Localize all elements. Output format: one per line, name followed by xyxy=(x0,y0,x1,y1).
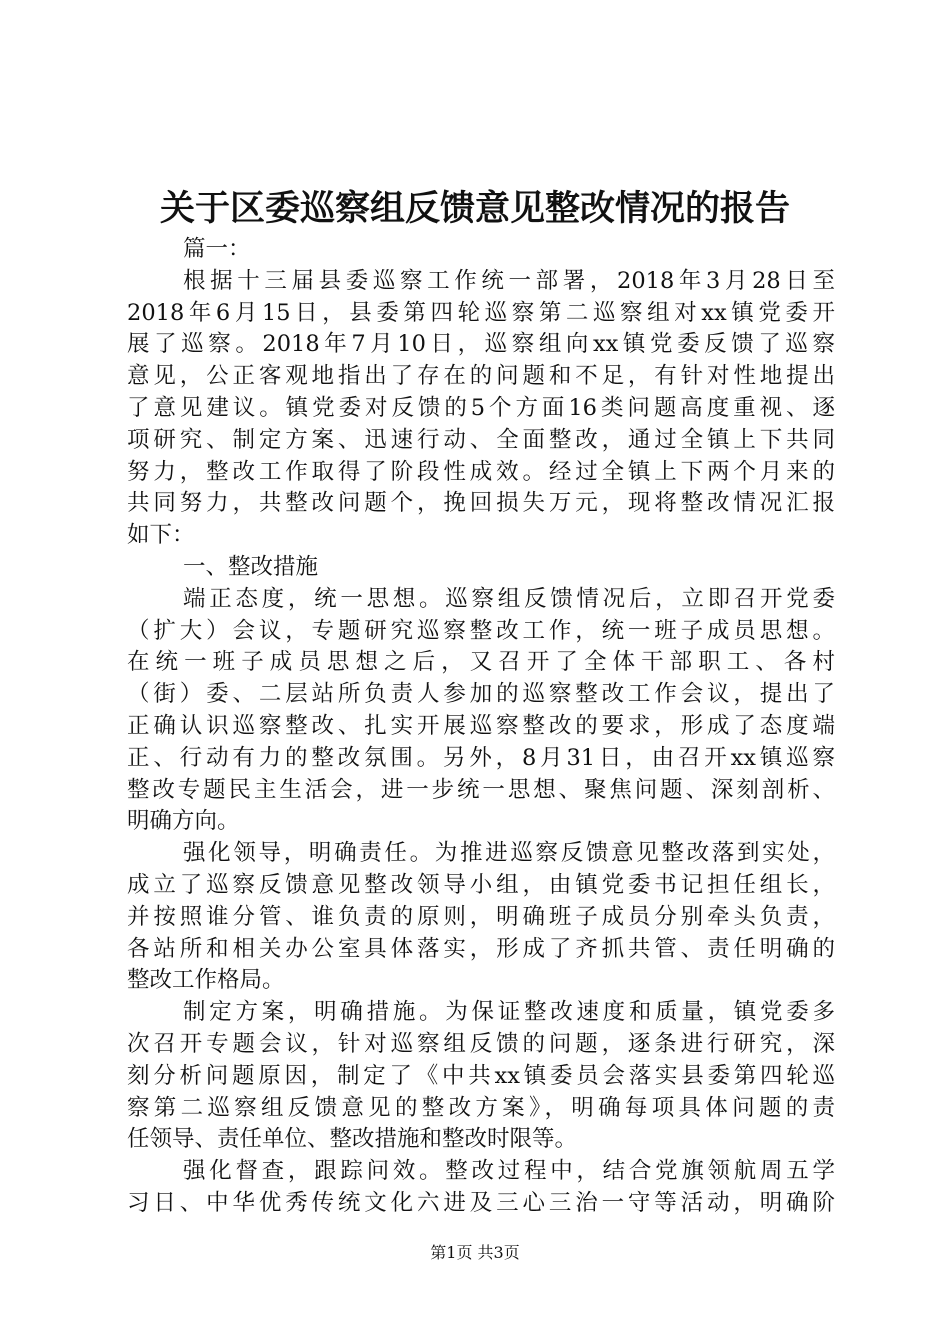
text-line: 制定方案，明确措施。为保证整改速度和质量，镇党委多 xyxy=(183,999,835,1026)
text-line: 强化督查，跟踪问效。整改过程中，结合党旗领航周五学 xyxy=(183,1158,835,1185)
text-line: 了意见建议。镇党委对反馈的5个方面16类问题高度重视、逐 xyxy=(127,394,835,421)
text-line: 意见，公正客观地指出了存在的问题和不足，有针对性地提出 xyxy=(127,363,835,390)
text-line: （街）委、二层站所负责人参加的巡察整改工作会议，提出了 xyxy=(127,681,835,708)
text-line: 察第二巡察组反馈意见的整改方案》，明确每项具体问题的责 xyxy=(127,1094,835,1121)
page-footer: 第1页 共3页 xyxy=(430,1243,520,1262)
text-line: 正确认识巡察整改、扎实开展巡察整改的要求，形成了态度端 xyxy=(127,712,835,739)
text-line: （扩大）会议，专题研究巡察整改工作，统一班子成员思想。 xyxy=(127,617,835,644)
text-line: 正、行动有力的整改氛围。另外，8月31日，由召开xx镇巡察 xyxy=(127,744,835,771)
text-line: 努力，整改工作取得了阶段性成效。经过全镇上下两个月来的 xyxy=(127,458,835,485)
text-line: 共同努力，共整改问题个，挽回损失万元，现将整改情况汇报 xyxy=(127,490,835,517)
text-line: 根据十三届县委巡察工作统一部署，2018年3月28日至 xyxy=(183,267,835,294)
text-line: 强化领导，明确责任。为推进巡察反馈意见整改落到实处， xyxy=(183,840,835,867)
text-line: 次召开专题会议，针对巡察组反馈的问题，逐条进行研究，深 xyxy=(127,1030,835,1057)
text-line: 一、整改措施 xyxy=(183,553,319,580)
text-line: 整改工作格局。 xyxy=(127,967,285,994)
text-line: 任领导、责任单位、整改措施和整改时限等。 xyxy=(127,1126,578,1153)
text-line: 篇一： xyxy=(183,236,251,262)
text-line: 如下： xyxy=(127,522,195,549)
text-line: 习日、中华优秀传统文化六进及三心三治一守等活动，明确阶 xyxy=(127,1189,835,1216)
text-line: 在统一班子成员思想之后，又召开了全体干部职工、各村 xyxy=(127,649,835,676)
text-line: 项研究、制定方案、迅速行动、全面整改，通过全镇上下共同 xyxy=(127,426,835,453)
text-line: 成立了巡察反馈意见整改领导小组，由镇党委书记担任组长， xyxy=(127,871,835,898)
document-body xyxy=(127,234,835,1220)
text-line: 端正态度，统一思想。巡察组反馈情况后，立即召开党委 xyxy=(183,585,835,612)
text-line: 明确方向。 xyxy=(127,808,240,835)
text-line: 各站所和相关办公室具体落实，形成了齐抓共管、责任明确的 xyxy=(127,935,835,962)
text-line: 展了巡察。2018年7月10日，巡察组向xx镇党委反馈了巡察 xyxy=(127,331,835,358)
text-line: 整改专题民主生活会，进一步统一思想、聚焦问题、深刻剖析、 xyxy=(127,776,835,803)
document-title: 关于区委巡察组反馈意见整改情况的报告 xyxy=(159,188,790,229)
text-line: 并按照谁分管、谁负责的原则，明确班子成员分别牵头负责， xyxy=(127,903,835,930)
text-line: 2018年6月15日，县委第四轮巡察第二巡察组对xx镇党委开 xyxy=(127,299,835,326)
text-line: 刻分析问题原因，制定了《中共xx镇委员会落实县委第四轮巡 xyxy=(127,1062,835,1089)
